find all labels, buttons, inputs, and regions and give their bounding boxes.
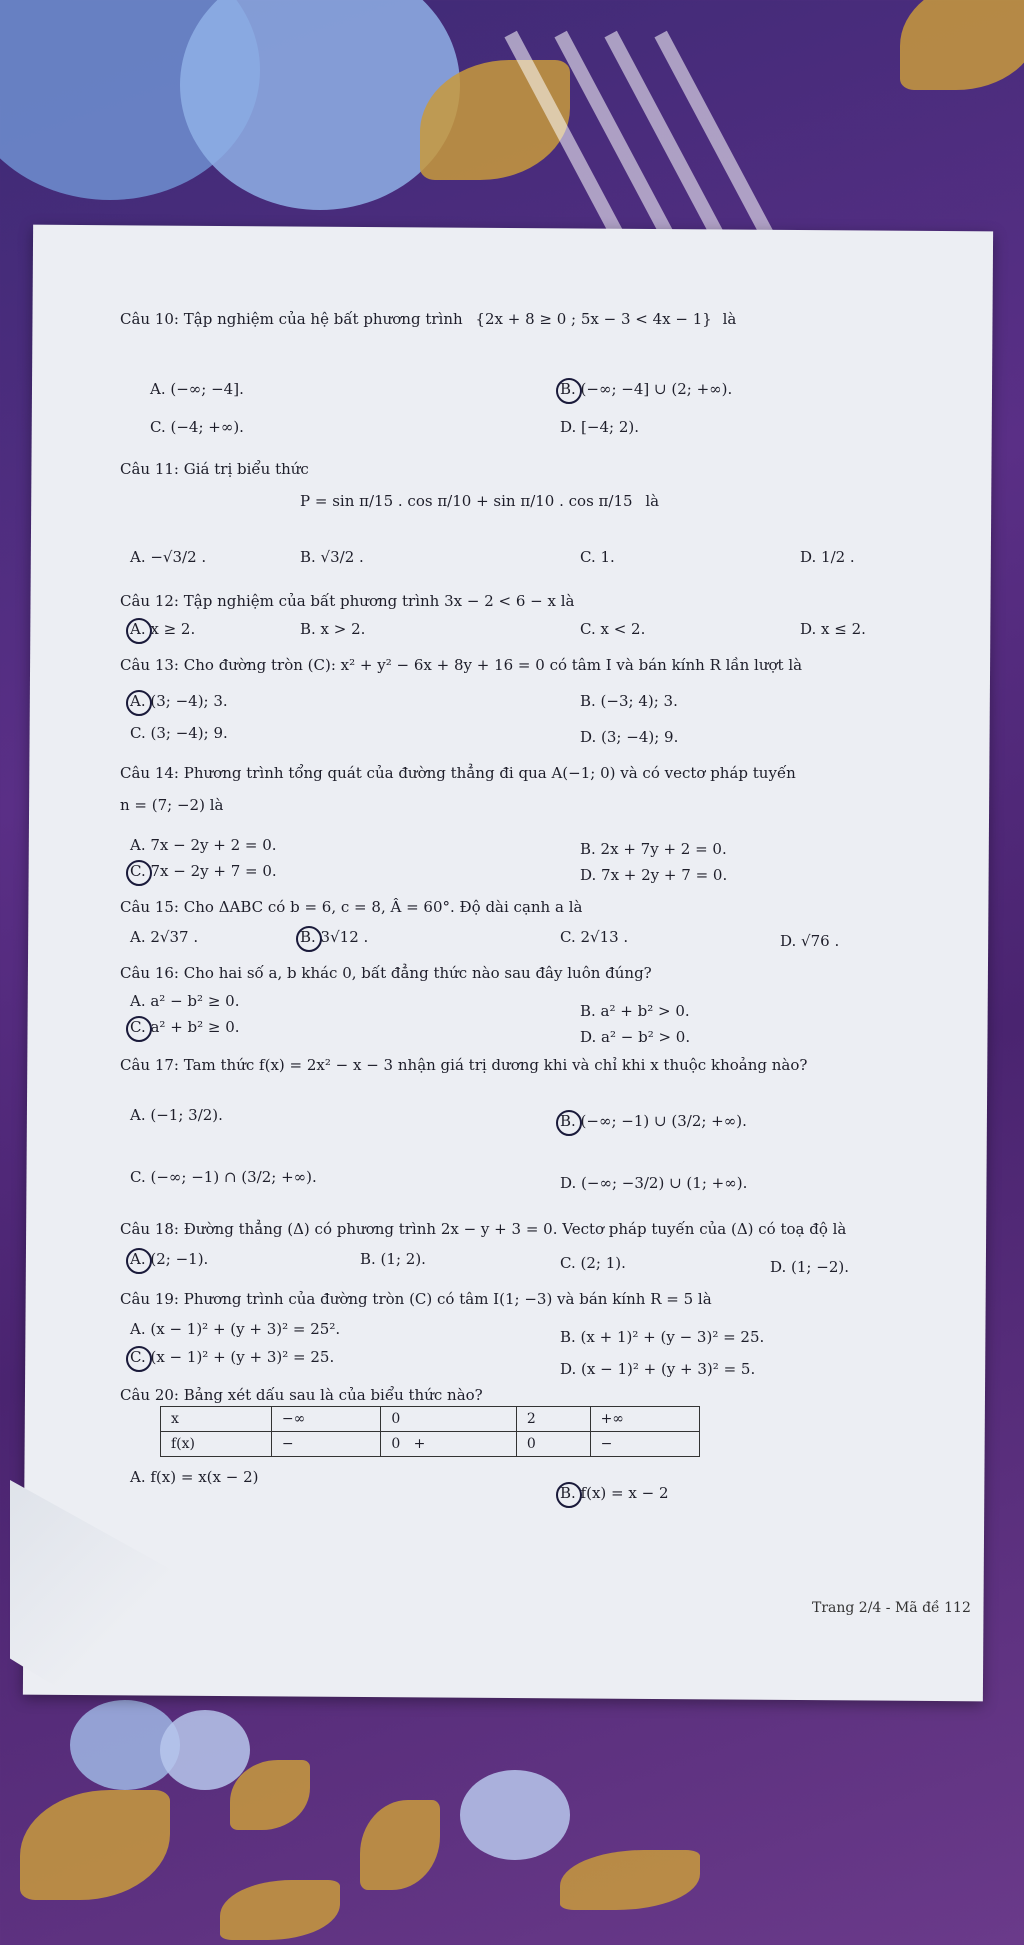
option-c[interactable]: C. a² + b² ≥ 0. [130,1018,240,1036]
question-20: Câu 20: Bảng xét dấu sau là của biểu thức nào? [120,1386,483,1404]
option-a[interactable]: A. f(x) = x(x − 2) [130,1468,259,1486]
option-c[interactable]: C. x < 2. [580,620,646,638]
option-b[interactable]: B. (1; 2). [360,1250,426,1268]
option-c[interactable]: C. 1. [580,548,615,566]
answer-mark [126,1346,152,1372]
option-d[interactable]: D. 7x + 2y + 7 = 0. [580,866,728,884]
table-cell: 0 [381,1407,517,1432]
option-c[interactable]: C. (−∞; −1) ∩ (3/2; +∞). [130,1168,317,1186]
answer-mark [126,1016,152,1042]
option-a[interactable]: A. (−1; 3/2). [130,1106,223,1124]
table-cell: x [161,1407,272,1432]
leaf-decoration [220,1880,340,1940]
table-cell: − [590,1432,699,1457]
option-a[interactable]: A. (−∞; −4]. [150,380,244,398]
option-b[interactable]: B. a² + b² > 0. [580,1002,690,1020]
option-a[interactable]: A. (3; −4); 3. [130,692,228,710]
table-cell: 2 [516,1407,590,1432]
question-11 [120,460,309,478]
option-d[interactable]: D. a² − b² > 0. [580,1028,691,1046]
answer-mark [556,378,582,404]
leaf-decoration [360,1800,440,1890]
option-b[interactable]: B. (x + 1)² + (y − 3)² = 25. [560,1328,765,1346]
answer-mark [556,1482,582,1508]
option-d[interactable]: D. x ≤ 2. [800,620,866,638]
answer-mark [296,926,322,952]
option-a[interactable]: A. a² − b² ≥ 0. [130,992,240,1010]
option-b[interactable]: B. (−∞; −4] ∪ (2; +∞). [560,380,733,398]
option-c[interactable]: C. 2√13 . [560,928,629,946]
option-a[interactable]: A. x ≥ 2. [130,620,196,638]
option-d[interactable]: D. (1; −2). [770,1258,849,1276]
table-cell: − [271,1432,380,1457]
option-c[interactable]: C. (3; −4); 9. [130,724,228,742]
option-b[interactable]: B. f(x) = x − 2 [560,1484,669,1502]
option-d[interactable]: D. (x − 1)² + (y + 3)² = 5. [560,1360,756,1378]
option-a[interactable]: A. (x − 1)² + (y + 3)² = 25². [130,1320,341,1338]
leaf-decoration [900,0,1024,90]
option-a[interactable]: A. 2√37 . [130,928,199,946]
question-10 [120,310,736,328]
flower-decoration [160,1710,250,1790]
option-d[interactable]: D. 1/2 . [800,548,855,566]
flower-decoration [180,0,460,210]
option-a[interactable]: A. 7x − 2y + 2 = 0. [130,836,277,854]
option-c[interactable]: C. 7x − 2y + 7 = 0. [130,862,277,880]
question-suffix: là [722,310,737,328]
question-18: Câu 18: Đường thẳng (Δ) có phương trình 2x − y + 3 = 0. Vectơ pháp tuyến của (Δ) có toạ độ là [120,1220,847,1238]
question-text: Câu 11: Giá trị biểu thức [120,460,309,478]
answer-mark [556,1110,582,1136]
question-14: Câu 14: Phương trình tổng quát của đường thẳng đi qua A(−1; 0) và có vectơ pháp tuyến [120,764,796,782]
answer-mark [126,1248,152,1274]
question-text: Câu 10: Tập nghiệm của hệ bất phương trình [120,310,463,328]
page-footer: Trang 2/4 - Mã đề 112 [812,1600,971,1616]
option-d[interactable]: D. √76 . [780,932,840,950]
inequality-system: {2x + 8 ≥ 0 ; 5x − 3 < 4x − 1} [475,310,712,328]
question-15: Câu 15: Cho ΔABC có b = 6, c = 8, Â = 60°. Độ dài cạnh a là [120,898,583,916]
option-b[interactable]: B. x > 2. [300,620,366,638]
answer-mark [126,618,152,644]
option-d[interactable]: D. [−4; 2). [560,418,639,436]
option-b[interactable]: B. (−3; 4); 3. [580,692,678,710]
question-16: Câu 16: Cho hai số a, b khác 0, bất đẳng thức nào sau đây luôn đúng? [120,964,652,982]
leaf-decoration [20,1790,170,1900]
option-a[interactable]: A. −√3/2 . [130,548,207,566]
table-cell: +∞ [590,1407,699,1432]
table-cell: −∞ [271,1407,380,1432]
option-b[interactable]: B. 3√12 . [300,928,369,946]
table-cell: f(x) [161,1432,272,1457]
question-19: Câu 19: Phương trình của đường tròn (C) có tâm I(1; −3) và bán kính R = 5 là [120,1290,712,1308]
flower-decoration [460,1770,570,1860]
option-b[interactable]: B. √3/2 . [300,548,364,566]
formula: P = sin π/15 . cos π/10 + sin π/10 . cos π/15 là [300,492,660,510]
table-cell: 0 [516,1432,590,1457]
table-cell: 0 + [381,1432,517,1457]
option-c[interactable]: C. (x − 1)² + (y + 3)² = 25. [130,1348,335,1366]
question-13: Câu 13: Cho đường tròn (C): x² + y² − 6x + 8y + 16 = 0 có tâm I và bán kính R lần lượt là [120,656,803,674]
answer-mark [126,690,152,716]
option-d[interactable]: D. (3; −4); 9. [580,728,679,746]
sign-table [160,1406,700,1457]
option-a[interactable]: A. (2; −1). [130,1250,209,1268]
option-d[interactable]: D. (−∞; −3/2) ∪ (1; +∞). [560,1174,748,1192]
leaf-decoration [560,1850,700,1910]
question-12: Câu 12: Tập nghiệm của bất phương trình 3x − 2 < 6 − x là [120,592,575,610]
option-c[interactable]: C. (2; 1). [560,1254,626,1272]
option-c[interactable]: C. (−4; +∞). [150,418,244,436]
answer-mark [126,860,152,886]
option-b[interactable]: B. 2x + 7y + 2 = 0. [580,840,727,858]
question-17: Câu 17: Tam thức f(x) = 2x² − x − 3 nhận giá trị dương khi và chỉ khi x thuộc khoảng nào? [120,1056,808,1074]
question-14-line2: n = (7; −2) là [120,796,224,814]
option-b[interactable]: B. (−∞; −1) ∪ (3/2; +∞). [560,1112,747,1130]
